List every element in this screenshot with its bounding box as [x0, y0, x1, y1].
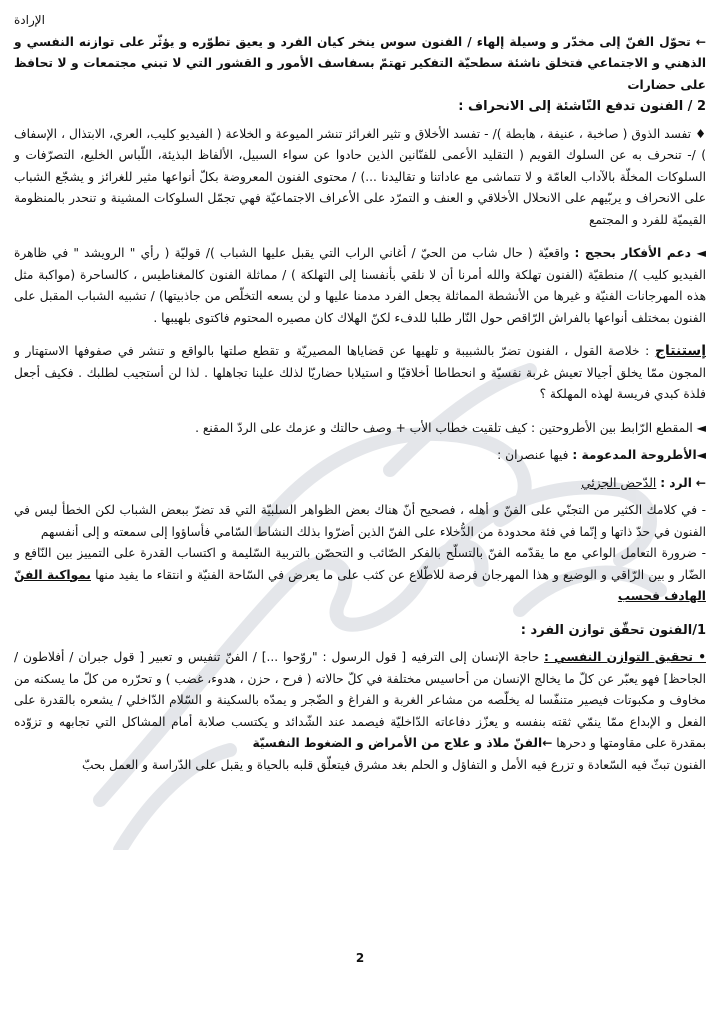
supported-thesis-rest: فيها عنصران :	[497, 448, 569, 462]
heading-reply	[14, 473, 706, 495]
heading-supported-thesis	[14, 445, 706, 467]
paragraph-arguments	[14, 243, 706, 329]
arrow-left-icon: ←	[695, 475, 706, 490]
page-number: 2	[355, 951, 365, 965]
paragraph-conclusion	[14, 341, 706, 406]
paragraph-taste: ♦ تفسد الذوق ( صاخبة ، عنيفة ، هابطة )/ - تفسد الأخلاق و تثير الغرائز تنشر الميوعة و الخلاعة ( الفيديو كليب، العري، الابتذال ، الإسفاف ) /- تنحرف به عن السلوك القويم ( التقليد الأعمى للفنّانين الذين حادوا عن سواء السبيل، الألفاظ البذيئة، اللّباس الخليع، التصرّفات و السلوكات المخلّة بالآداب العامّة و لا تتماشى مع عاداتنا و تقاليدنا ...) / محتوى الفنون المعروضة بكلّ أنواعها مثير للغرائز و يشجّع الشباب على الانحراف و يربّيهم على الانحلال الأخلاقي و العنف و التمرّد على الأعراف الاجتماعيّة فهي تجمّل السلوكات المشينة و تنحدر بالمنظومة القيميّة للفرد و المجتمع	[14, 126, 706, 227]
paragraph-happiness: الفنون تبثّ فيه السّعادة و تزرع فيه الأمل و التفاؤل و الحلم بغد مشرق فيتعلّق قلبه بالحياة و يقبل على الدّراسة و العمل بحبّ	[81, 757, 706, 772]
intro-paragraph	[14, 32, 706, 97]
arguments-label: ◄ دعم الأفكار بحجج :	[574, 246, 706, 260]
reply-label: الرد :	[660, 475, 692, 490]
psych-balance-text: حاجة الإنسان إلى الترفيه [ قول الرسول : "روّحوا ...] / الفنّ تنفيس و تعبير [ قول جبران / أفلاطون / الجاحظ] فهو يعبّر عن كلّ ما يخالج الإنسان من أحاسيس مختلفة في كلّ حالاته ( فرح ، حزن ، هدوء، غضب ) و تحرّره من كلّ ما يسكنه من مخاوف و مكبوتات فيصير متنفّسا له يخلّصه من مشاعر الغربة و الفراغ و الضّجر و يمدّه بالسكينة و السّلام الدّاخلي / يشعره بالقدرة على الفعل و الإبداع ممّا ينمّي ثقته بنفسه و يعزّز دفاعاته الدّاخليّة فيصمد عند الشّدائد و يكتسب صلابة أمام المشاكل التي تجابهه و تزوّده بمقدرة على مقاومتها و دحرها	[14, 650, 706, 750]
heading-arts-deviance: 2 / الفنون تدفع النّاشئة إلى الانحراف :	[458, 99, 706, 114]
supported-thesis-label: ◄الأطروحة المدعومة :	[572, 448, 706, 462]
paragraph-conscious-dealing	[14, 543, 706, 608]
paragraph-link-section: ◄ المقطع الرّابط بين الأطروحتين : كيف تلقيت خطاب الأب + وصف حالتك و عزمك على الردّ المقنع .	[195, 420, 706, 435]
intro-text: تحوّل الفنّ إلى مخدّر و وسيلة إلهاء / الفنون سوس ينخر كيان الفرد و يعيق تطوّره و يؤثّر على توازنه النفسي و الذهني و الاجتماعي فتخلق ناشئة سطحيّة التفكير تهتمّ بسفاسف الأمور و القشور التي لا تبني مجتمعات و لا تحافظ على حضارات	[14, 34, 706, 92]
psych-balance-bold: ←الفنّ ملاذ و علاج من الأمراض و الضغوط النفسيّة	[252, 736, 553, 750]
conscious-dealing-text: - ضرورة التعامل الواعي مع ما يقدّمه الفنّ بالتسلّح بالفكر الصّائب و التحصّن بالتربية السّليمة و اكتساب القدرة على التمييز بين النّافع و الضّار و بين الرّاقي و الوضيع و هذا المهرجان فرصة للاطّلاع عن كثب على ما يعرض في السّاحة الفنيّة و انتقاء ما يفيد منها	[14, 546, 706, 582]
conclusion-text: : خلاصة القول ، الفنون تضرّ بالشبيبة و تلهيها عن قضاياها المصيريّة و تقطع صلتها بالواقع و تنشر في صفوفها الاستهتار و المجون ممّا يخلق أجيالا تعيش غربة نفسيّة و انحطاطا أخلاقيّا و استيلابا حضاريّا لذلك علينا تجاهلها . لذا لن أستجيب لطلبك . فكيف أجعل فلذة كبدي فريسة لهذه المهلكة ؟	[14, 344, 706, 401]
conscious-dealing-bold: بمواكبة الفنّ الهادف فحسب	[14, 567, 706, 603]
heading-balance: 1/الفنون تحقّق توازن الفرد :	[520, 622, 706, 638]
doc-title: الإرادة	[14, 13, 45, 27]
arguments-text: واقعيّة ( حال شاب من الحيّ / أغاني الراب التي يقبل عليها الشباب )/ قوليّة ( رأي " الرويشد " في ظاهرة الفيديو كليب )/ منطقيّة (الفنون تهلكة والله أمرنا أن لا نلقي بأنفسنا إلى التهلكة ) / مماثلة الفنون كالمغناطيس ، كالساحرة (مواكبة مثل هذه المهرجانات الفنيّة و غيرها من الأنشطة المماثلة يجعل الفرد مدمنا عليها و لن يسعه التخلّص من جاذبيتها) / تشبيه الشباب المقبل على الفنون بمختلف أنواعها بالفراش الرّاقص حول النّار طلبا للدفء لكنّ الهلاك كان مصيره المحتوم فاكتوى بلهيبها .	[14, 246, 706, 325]
paragraph-partial-refutation: - في كلامك الكثير من التجنّي على الفنّ و أهله ، فصحيح أنّ هناك بعض الظواهر السلبيّة التي قد تضرّ ببعض الشباب لكن الخطأ ليس في الفنون في حدّ ذاتها و إنّما في فئة محدودة من الدُّخلاء على الفنّ الذين أضرّوا بذلك النشاط السّامي فأساؤوا إلى سمعته و إلى أنفسهم	[14, 503, 706, 539]
conclusion-label: إستنتاج	[654, 343, 706, 359]
psych-balance-label: • تحقيق التوازن النفسي :	[544, 650, 706, 664]
paragraph-psych-balance	[14, 647, 706, 755]
reply-rest: الدّحض الجزئي	[581, 475, 657, 490]
arrow-left-icon: ←	[695, 34, 706, 49]
